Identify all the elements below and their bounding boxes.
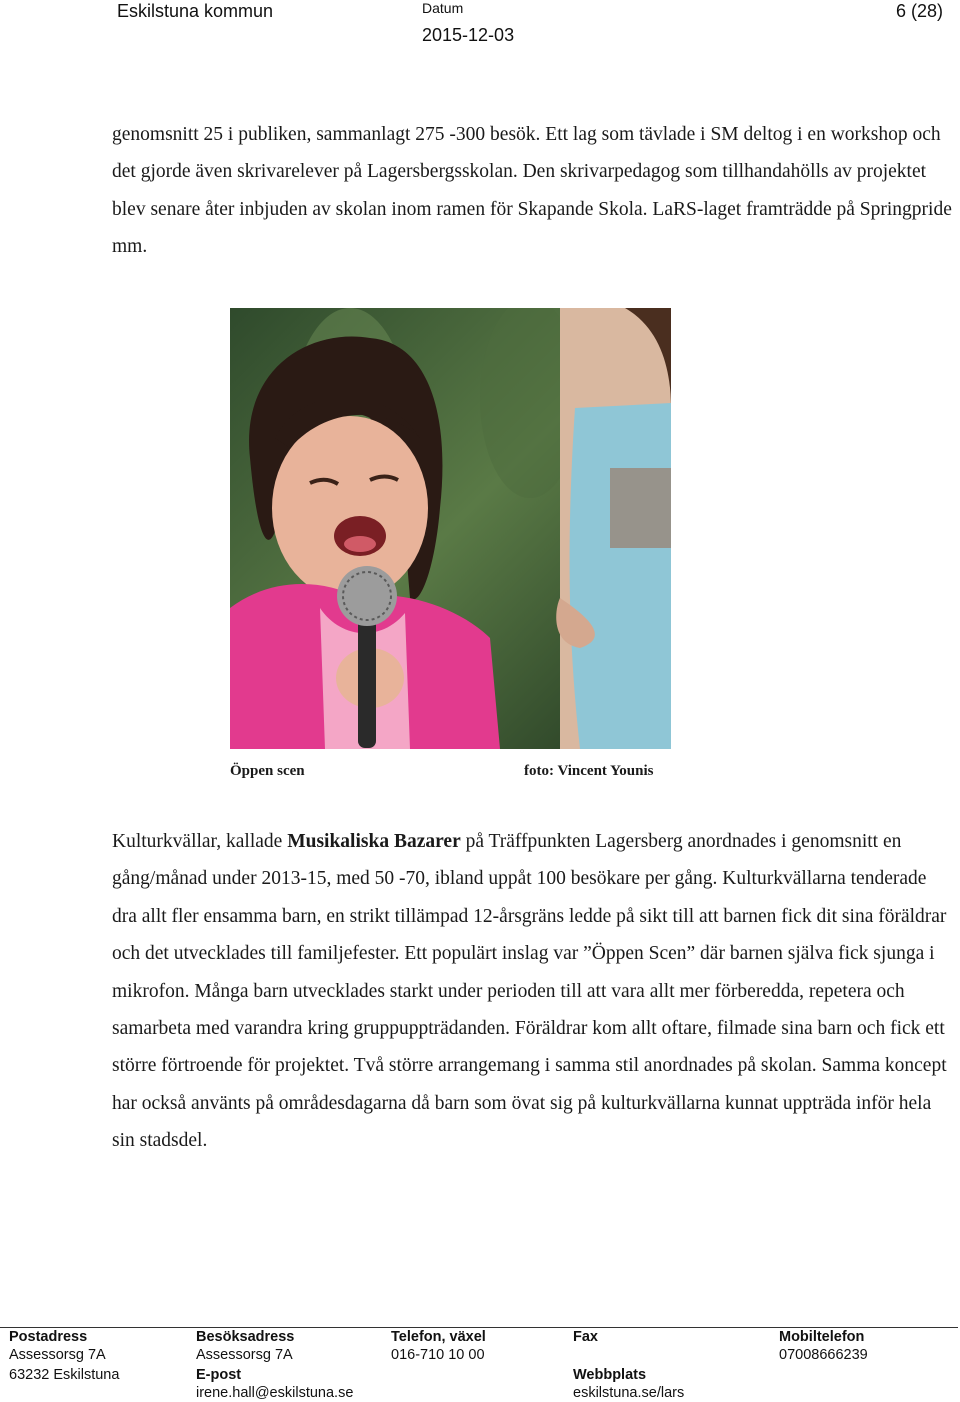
footer-besoksadress — [196, 1328, 353, 1402]
epost-value[interactable]: irene.hall@eskilstuna.se — [196, 1385, 354, 1401]
body-paragraph-2 — [112, 823, 952, 1160]
organization-name: Eskilstuna kommun — [117, 1, 274, 21]
date-value: 2015-12-03 — [422, 25, 515, 45]
date-label: Datum — [422, 0, 464, 16]
telefon-label: Telefon, växel — [391, 1329, 486, 1345]
postadress-line2: 63232 Eskilstuna — [9, 1367, 120, 1383]
mobil-value: 07008666239 — [779, 1347, 868, 1363]
paragraph-2-rest: på Träffpunkten Lagersberg anordnades i genomsnitt en gång/månad under 2013-15, med 50 -70, ibland uppåt 100 besökare per gång. Kulturkvällarna tenderade dra allt fler ensamma barn, en strikt tillämpad 12-årsgräns ledde på sikt till att barnen fick dit sina föräldrar och det utvecklades till familjefester. Ett populärt inslag var ”Öppen Scen” där barnen själva fick sjunga i mikrofon. Många barn utvecklades starkt under perioden till att vara allt mer förberedda, repetera och samarbeta med varandra kring gruppuppträdanden. Föräldrar kom allt oftare, filmade sina barn och fick ett större förtroende för projektet. Två större arrangemang i samma stil anordnades på skolan. Samma koncept har också använts på områdesdagarna då barn som övat sig på kulturkvällarna kunnat uppträda inför hela sin stadsdel. — [112, 831, 947, 1152]
postadress-line1: Assessorsg 7A — [9, 1347, 106, 1363]
event-name: Musikaliska Bazarer — [287, 831, 461, 852]
besoksadress-value: Assessorsg 7A — [196, 1347, 293, 1363]
epost-label: E-post — [196, 1367, 242, 1383]
mobil-label: Mobiltelefon — [779, 1329, 865, 1345]
footer-telefon — [391, 1328, 486, 1364]
photo-caption-title: Öppen scen — [230, 763, 305, 779]
footer-postadress — [9, 1328, 119, 1384]
paragraph-2-lead: Kulturkvällar, kallade — [112, 831, 288, 852]
footer-mobil — [779, 1328, 868, 1364]
page-number: 6 (28) — [895, 1, 943, 21]
webbplats-value[interactable]: eskilstuna.se/lars — [573, 1385, 685, 1401]
fax-label: Fax — [573, 1329, 598, 1345]
webbplats-label: Webbplats — [573, 1367, 647, 1383]
besoksadress-label: Besöksadress — [196, 1329, 295, 1345]
body-paragraph-1: genomsnitt 25 i publiken, sammanlagt 275 -300 besök. Ett lag som tävlade i SM deltog i en workshop och det gjorde även skrivarelever på Lagersbergsskolan. Den skrivarpedagog som tillhandahölls av projektet blev senare åter inbjuden av skolan inom ramen för Skapande Skola. LaRS-laget framträdde på Springpride mm. — [112, 124, 952, 258]
photo-child-singing — [230, 308, 671, 749]
photo-credit: foto: Vincent Younis — [524, 763, 654, 779]
telefon-value: 016-710 10 00 — [391, 1347, 485, 1363]
postadress-label: Postadress — [9, 1329, 88, 1345]
footer-fax-web — [573, 1328, 684, 1402]
